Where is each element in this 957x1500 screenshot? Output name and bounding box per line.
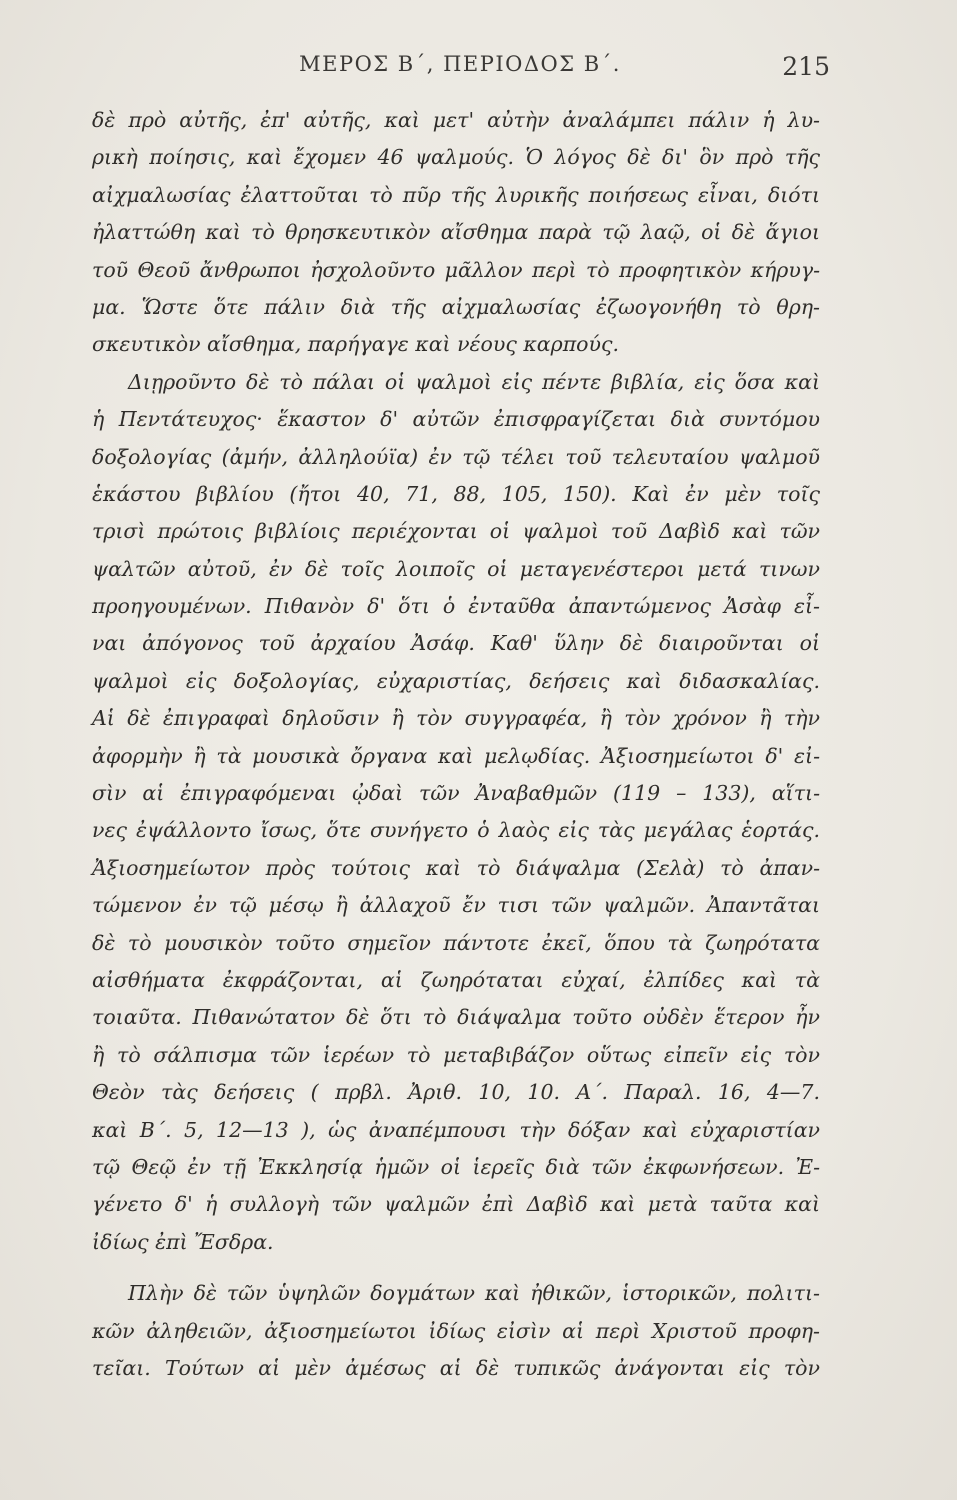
- text-line: ναι ἀπόγονος τοῦ ἀρχαίου Ἀσάφ. Καθ' ὕλην δὲ διαιροῦνται οἱ: [92, 631, 820, 656]
- text-line: μα. Ὥστε ὅτε πάλιν διὰ τῆς αἰχμαλωσίας ἐζωογονήθη τὸ θρη-: [92, 294, 820, 319]
- text-line: ἡ Πεντάτευχος· ἕκαστον δ' αὐτῶν ἐπισφραγίζεται διὰ συντόμου: [92, 407, 820, 432]
- text-line: νες ἐψάλλοντο ἴσως, ὅτε συνήγετο ὁ λαὸς εἰς τὰς μεγάλας ἑορτάς.: [92, 818, 820, 843]
- text-line: Διῃροῦντο δὲ τὸ πάλαι οἱ ψαλμοὶ εἰς πέντε βιβλία, εἰς ὅσα καὶ: [128, 369, 820, 394]
- text-line: Αἱ δὲ ἐπιγραφαὶ δηλοῦσιν ἢ τὸν συγγραφέα, ἢ τὸν χρόνον ἢ τὴν: [92, 706, 820, 731]
- text-line: κῶν ἀληθειῶν, ἀξιοσημείωτοι ἰδίως εἰσὶν αἱ περὶ Χριστοῦ προφη-: [92, 1318, 820, 1343]
- text-line: τοιαῦτα. Πιθανώτατον δὲ ὅτι τὸ διάψαλμα τοῦτο οὐδὲν ἕτερον ἦν: [92, 1005, 820, 1030]
- text-line: τεῖαι. Τούτων αἱ μὲν ἀμέσως αἱ δὲ τυπικῶς ἀνάγονται εἰς τὸν: [92, 1355, 820, 1380]
- text-line: δοξολογίας (ἀμήν, ἀλληλούϊα) ἐν τῷ τέλει τοῦ τελευταίου ψαλμοῦ: [92, 444, 820, 469]
- text-line: δὲ τὸ μουσικὸν τοῦτο σημεῖον πάντοτε ἐκεῖ, ὅπου τὰ ζωηρότατα: [92, 930, 820, 955]
- page-header: [90, 52, 830, 92]
- text-line: σὶν αἱ ἐπιγραφόμεναι ᾠδαὶ τῶν Ἀναβαθμῶν (119 – 133), αἵτι-: [92, 781, 820, 806]
- page-number: 215: [782, 52, 830, 81]
- running-title: ΜΕΡΟΣ Β΄, ΠΕΡΙΟΔΟΣ Β΄.: [299, 52, 621, 76]
- text-line: Θεὸν τὰς δεήσεις ( πρβλ. Ἀριθ. 10, 10. Α΄. Παραλ. 16, 4—7.: [92, 1080, 820, 1105]
- text-line: τοῦ Θεοῦ ἄνθρωποι ἠσχολοῦντο μᾶλλον περὶ τὸ προφητικὸν κήρυγ-: [92, 257, 820, 282]
- text-line: ψαλμοὶ εἰς δοξολογίας, εὐχαριστίας, δεήσεις καὶ διδασκαλίας.: [92, 668, 820, 693]
- text-line: γένετο δ' ἡ συλλογὴ τῶν ψαλμῶν ἐπὶ Δαβὶδ καὶ μετὰ ταῦτα καὶ: [92, 1192, 820, 1217]
- paragraph-1: [92, 102, 820, 364]
- text-line: αἰσθήματα ἐκφράζονται, αἱ ζωηρόταται εὐχαί, ἐλπίδες καὶ τὰ: [92, 967, 820, 992]
- body-text: [92, 102, 820, 1387]
- paragraph-3: [92, 1275, 820, 1387]
- text-line: καὶ Β΄. 5, 12—13 ), ὡς ἀναπέμπουσι τὴν δόξαν καὶ εὐχαριστίαν: [92, 1117, 820, 1142]
- text-line: σκευτικὸν αἴσθημα, παρήγαγε καὶ νέους καρπούς.: [92, 332, 619, 357]
- text-line: τώμενον ἐν τῷ μέσῳ ἢ ἀλλαχοῦ ἔν τισι τῶν ψαλμῶν. Ἀπαντᾶται: [92, 893, 820, 918]
- text-line: ψαλτῶν αὐτοῦ, ἐν δὲ τοῖς λοιποῖς οἱ μεταγενέστεροι μετά τινων: [92, 556, 820, 581]
- text-line: ἑκάστου βιβλίου (ἤτοι 40, 71, 88, 105, 150). Καὶ ἐν μὲν τοῖς: [92, 481, 820, 506]
- text-line: Ἀξιοσημείωτον πρὸς τούτοις καὶ τὸ διάψαλμα (Σελὰ) τὸ ἀπαν-: [92, 855, 820, 880]
- text-line: ρικὴ ποίησις, καὶ ἔχομεν 46 ψαλμούς. Ὁ λόγος δὲ δι' ὃν πρὸ τῆς: [92, 145, 820, 170]
- text-line: ἢ τὸ σάλπισμα τῶν ἱερέων τὸ μεταβιβάζον οὕτως εἰπεῖν εἰς τὸν: [92, 1042, 820, 1067]
- text-line: ἰδίως ἐπὶ Ἔσδρα.: [92, 1229, 274, 1254]
- text-line: προηγουμένων. Πιθανὸν δ' ὅτι ὁ ἐνταῦθα ἀπαντώμενος Ἀσὰφ εἶ-: [92, 594, 820, 619]
- paragraph-gap: [92, 1261, 820, 1275]
- paragraph-2: [92, 364, 820, 1261]
- text-line: ἠλαττώθη καὶ τὸ θρησκευτικὸν αἴσθημα παρὰ τῷ λαῷ, οἱ δὲ ἅγιοι: [92, 220, 820, 245]
- text-line: δὲ πρὸ αὐτῆς, ἐπ' αὐτῆς, καὶ μετ' αὐτὴν ἀναλάμπει πάλιν ἡ λυ-: [92, 108, 820, 132]
- text-line: τρισὶ πρώτοις βιβλίοις περιέχονται οἱ ψαλμοὶ τοῦ Δαβὶδ καὶ τῶν: [92, 519, 820, 544]
- text-line: ἀφορμὴν ἢ τὰ μουσικὰ ὄργανα καὶ μελῳδίας. Ἀξιοσημείωτοι δ' εἰ-: [92, 743, 820, 768]
- text-line: τῷ Θεῷ ἐν τῇ Ἐκκλησίᾳ ἡμῶν οἱ ἱερεῖς διὰ τῶν ἐκφωνήσεων. Ἐ-: [92, 1154, 820, 1179]
- text-line: Πλὴν δὲ τῶν ὑψηλῶν δογμάτων καὶ ἠθικῶν, ἱστορικῶν, πολιτι-: [128, 1281, 820, 1306]
- text-line: αἰχμαλωσίας ἐλαττοῦται τὸ πῦρ τῆς λυρικῆς ποιήσεως εἶναι, διότι: [92, 182, 820, 207]
